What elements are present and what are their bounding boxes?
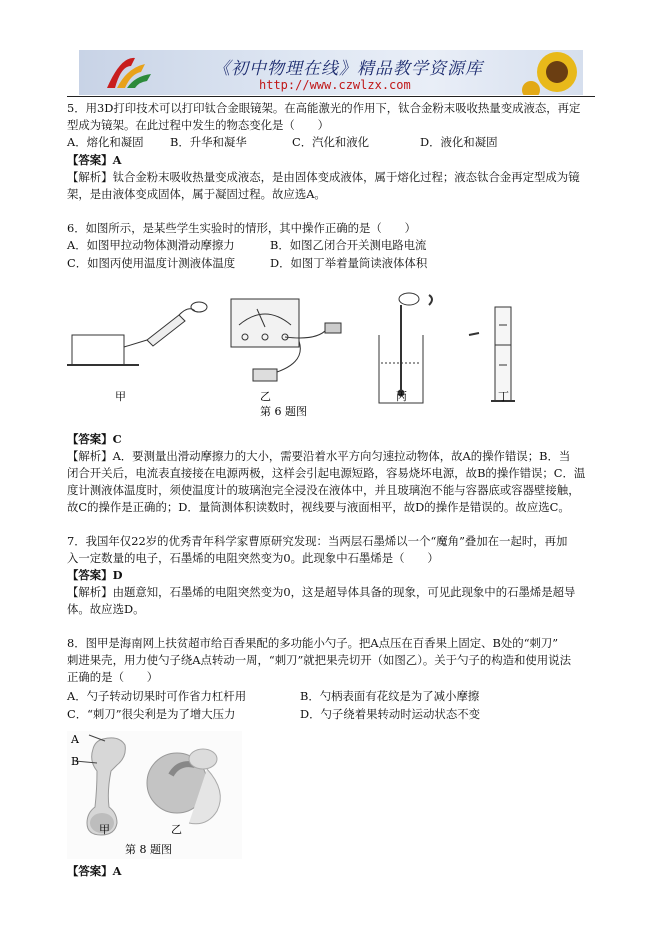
- q8-answer: 【答案】A: [67, 864, 122, 878]
- q8-label-jia: 甲: [99, 823, 110, 836]
- q8-label-yi: 乙: [171, 823, 182, 836]
- sunflower-icon: [517, 50, 583, 95]
- q5-stem: 型成为镜架。在此过程中发生的物态变化是（ ）: [67, 118, 329, 132]
- header-url[interactable]: http://www.czwlzx.com: [259, 78, 411, 92]
- q8-stem: 8．图甲是海南网上扶贫超市给百香果配的多功能小勺子。把A点压在百香果上固定、B处的“刺刀”: [67, 636, 559, 650]
- q6-option-a: A．如图甲拉动物体测滑动摩擦力: [67, 238, 235, 252]
- q7-answer: 【答案】D: [67, 568, 123, 582]
- q6-option-d: D．如图丁举着量筒读液体体积: [270, 256, 428, 270]
- q6-answer: 【答案】C: [67, 432, 122, 446]
- q6-caption: 第 6 题图: [260, 405, 307, 418]
- figure-jia-block-spring: [67, 302, 207, 365]
- q5-analysis: 架，是由液体变成固体，属于凝固过程。故应选A。: [67, 187, 326, 201]
- logo-icon: [101, 54, 157, 92]
- q8-option-c: C．“刺刀”很尖利是为了增大压力: [67, 707, 236, 721]
- q8-option-b: B．勺柄表面有花纹是为了减小摩擦: [300, 689, 480, 703]
- header-banner: [79, 50, 583, 95]
- q8-option-d: D．勺子绕着果转动时运动状态不变: [300, 707, 480, 721]
- q8-stem: 刺进果壳，用力使勺子绕A点转动一周，“刺刀”就把果壳切开（如图乙）。关于勺子的构造和使用说法: [67, 653, 571, 667]
- figure-ding-cylinder: [469, 307, 515, 401]
- q8-point-a-label: A: [71, 733, 79, 746]
- q7-stem: 7．我国年仅22岁的优秀青年科学家曹原研究发现：当两层石墨烯以一个“魔角”叠加在一起时，再加: [67, 534, 568, 548]
- q6-option-b: B．如图乙闭合开关测电路电流: [270, 238, 427, 252]
- q5-answer: 【答案】A: [67, 153, 122, 167]
- header-title: 《初中物理在线》精品教学资源库: [213, 59, 483, 79]
- q6-figure: [67, 285, 537, 420]
- q5-option-b: B．升华和凝华: [170, 135, 247, 149]
- q8-stem: 正确的是（ ）: [67, 670, 159, 684]
- q6-analysis: 故C的操作是正确的；D．量筒测体积读数时，视线要与液面相平，故D的操作是错误的。故应选C。: [67, 500, 570, 514]
- q6-label-yi: 乙: [260, 390, 271, 403]
- figure-yi-ammeter: [231, 299, 341, 381]
- q5-option-d: D．液化和凝固: [420, 135, 498, 149]
- q5-option-a: A．熔化和凝固: [67, 135, 144, 149]
- q7-analysis: 体。故应选D。: [67, 602, 145, 616]
- q8-point-b-label: B: [71, 755, 80, 768]
- q6-analysis: 闭合开关后，电流表直接接在电源两极，这样会引起电源短路，容易烧坏电源，故B的操作错误；C．温: [67, 466, 586, 480]
- figure-bing-thermometer: [379, 293, 432, 403]
- q8-figure: [67, 731, 242, 859]
- q6-option-c: C．如图丙使用温度计测液体温度: [67, 256, 236, 270]
- q8-caption: 第 8 题图: [125, 843, 172, 856]
- q5-analysis: 【解析】钛合金粉末吸收热量变成液态，是由固体变成液体，属于熔化过程；液态钛合金再定型成为镜: [67, 170, 580, 184]
- q6-label-bing: 丙: [396, 390, 407, 403]
- q6-analysis: 【解析】A．要测量出滑动摩擦力的大小，需要沿着水平方向匀速拉动物体，故A的操作错误；B．当: [67, 449, 571, 463]
- q5-stem: 5．用3D打印技术可以打印钛合金眼镜架。在高能激光的作用下，钛合金粉末吸收热量变成液态，再定: [67, 101, 581, 115]
- q8-option-a: A．勺子转动切果时可作省力杠杆用: [67, 689, 247, 703]
- q7-stem: 入一定数量的电子，石墨烯的电阻突然变为0。此现象中石墨烯是（ ）: [67, 551, 439, 565]
- q7-analysis: 【解析】由题意知，石墨烯的电阻突然变为0，这是超导体具备的现象，可见此现象中的石墨烯是超导: [67, 585, 576, 599]
- q5-option-c: C．汽化和液化: [292, 135, 370, 149]
- q6-label-ding: 丁: [498, 390, 509, 403]
- header-rule: [67, 96, 595, 97]
- q6-label-jia: 甲: [115, 390, 126, 403]
- q6-stem: 6．如图所示，是某些学生实验时的情形，其中操作正确的是（ ）: [67, 221, 416, 235]
- q6-analysis: 度计测液体温度时，须使温度计的玻璃泡完全浸没在液体中，并且玻璃泡不能与容器底或容器壁接触，: [67, 483, 580, 497]
